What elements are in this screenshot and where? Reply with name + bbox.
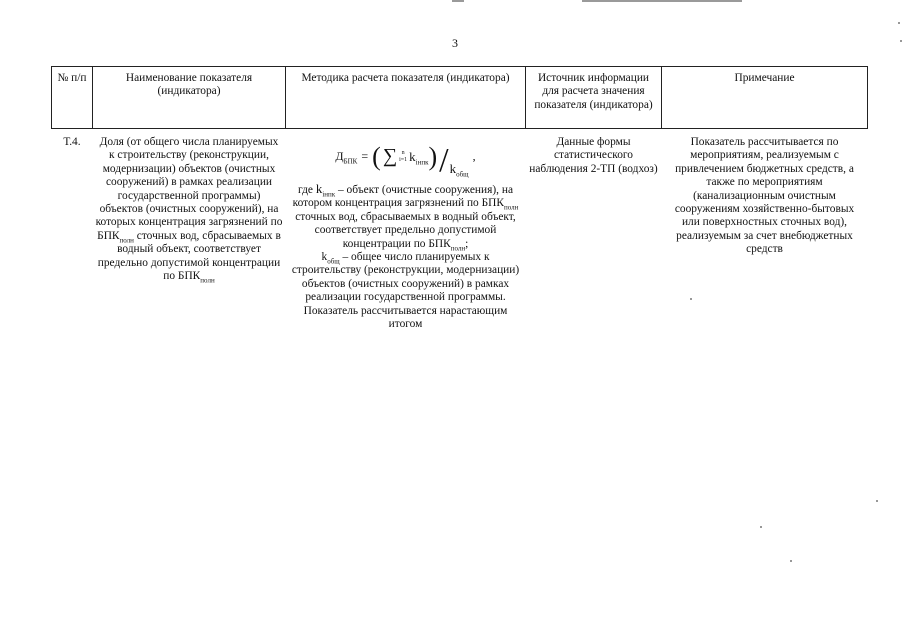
row-number: Т.4. (63, 136, 81, 148)
formula-sum-limits: n i=1 (399, 150, 408, 163)
scan-mark-top-left (452, 0, 464, 2)
formula-equals: = (361, 149, 369, 164)
calculation-method-cell (286, 129, 526, 332)
formula-lhs: $Д_{БПК}$ (335, 149, 358, 166)
scan-dot (790, 560, 792, 562)
header-calculation-method: Методика расчета показателя (индикатора) (286, 67, 526, 129)
formula-paren-open: ( (372, 142, 381, 171)
formula-denominator: $k_{общ}$ (449, 161, 469, 179)
formula-fraction-slash: / (439, 142, 449, 180)
scan-dot (900, 40, 902, 42)
information-source-cell: Данные формы статистического наблюдения 2-ТП (водхоз) (529, 136, 658, 175)
header-indicator-name: Наименование показателя (индикатора) (93, 67, 286, 129)
header-note: Примечание (662, 67, 868, 129)
indicator-name-text: Доля (от общего числа планируемых к строительству (реконструкции, модернизации) объектов (очистных сооружений) в рамках реализации государственной программы) объектов (очистных сооружений), на которых концентрация загрязнений по БПК (95, 136, 283, 242)
scan-dot (760, 526, 762, 528)
formula-sum-sign: ∑ (382, 145, 398, 168)
indicator-name-text-cont: сточных вод, сбрасываемых в водный объект, соответствует предельно допустимой концентрации по БПК (97, 229, 281, 283)
scan-dot (898, 22, 900, 24)
table-row (52, 129, 868, 332)
note-cell: Показатель рассчитывается по мероприятиям, реализуемым с привлечением бюджетных средств, а также по мероприятиям (канализационным очистным сооружениям хозяйственно-бытовых или поверхностных сточных вод), реализуемым за счет внебюджетных средств (674, 136, 855, 256)
method-description: где $k_{iнпк}$ – объект (очистные сооружения), на котором концентрация загрязнений по $БПК_{полн}$ сточных вод, сбрасываемых в водный объект, соответствует предельно допустимой концентрации по $БПК_{полн}$; $k_{общ}$ – общее число планируемых к строительству (реконструкции, модернизации) объектов (очистных сооружений) в рамках реализации государственной программы. Показатель рассчитывается нарастающим итогом (291, 181, 520, 331)
header-information-source: Источник информации для расчета значения показателя (индикатора) (526, 67, 662, 129)
formula-comma: , (472, 149, 476, 164)
indicator-name-cell (93, 129, 286, 332)
indicators-table (51, 66, 868, 331)
formula-k: $k_{iнпк}$ (409, 149, 429, 167)
scan-mark-top-right (582, 0, 742, 2)
formula (289, 136, 523, 178)
table-header-row (52, 67, 868, 129)
subscript: полн (200, 276, 215, 285)
formula-paren-close: ) (428, 142, 438, 171)
subscript: полн (119, 236, 134, 245)
header-number: № п/п (52, 67, 93, 129)
page-number: 3 (452, 36, 458, 50)
scan-dot (876, 500, 878, 502)
